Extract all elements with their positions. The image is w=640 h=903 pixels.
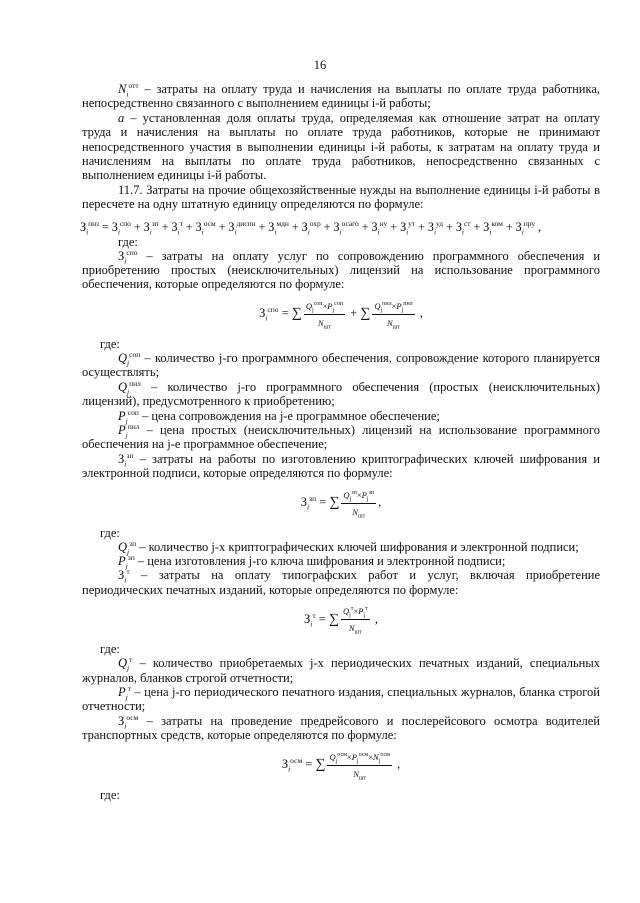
formula-zp: $З_i^{зп}$ = ∑ $\frac{Q_j^{зп}\times P_j^{зп}}{N_{шт}}$ , (300, 489, 382, 520)
where-label: где: (118, 234, 138, 249)
page-content (82, 82, 600, 802)
paragraph-q-t: $Q_j^т$ – количество приобретаемых j-х периодических печатных изданий, специальных журналов, бланков строгой отчетности; (82, 655, 601, 685)
where-label: где: (100, 787, 120, 802)
where-label: где: (100, 525, 120, 540)
paragraph-a-definition: a – установленная доля оплаты труда, определяемая как отношение затрат на оплату труда и начисления на выплаты по оплате труда работников, которые не принимают непосредственного участия в выполнении единицы i-й работы, к затратам на оплату труда и начислениям на выплаты по оплате труда работников, непосредственно связанных с выполнением единицы i-й работы. (82, 110, 601, 183)
formula-spo: $З_i^{спо}$ = ∑ $\frac{Q_j^{соп}\times P_j^{соп}}{N_{шт}}$ + ∑ $\frac{Q_j^{пнл}\times P_j^{пнл}}{N_{шт}}$ , (259, 300, 423, 331)
formula-t: $З_i^т$ = ∑ $\frac{Q_j^т\times P_j^т}{N_{шт}}$ , (304, 606, 378, 636)
where-label: где: (100, 336, 120, 351)
paragraph-p-sop: $P_j^{соп}$ – цена сопровождения на j-е программное обеспечение; (118, 407, 440, 425)
paragraph-p-t: $P_j^т$ – цена j-го периодического печатного издания, специальных журналов, бланка строгой отчетности; (82, 683, 600, 714)
where-label: где: (100, 642, 120, 657)
paragraph-spo-definition: $З_i^{спо}$ – затраты на оплату услуг по сопровождению программного обеспечения и приобретению простых (неисключительных) лицензий на использование программного обеспечения, которые определяются по формуле: (82, 247, 601, 292)
paragraph-p-zp: $P_j^{зп}$ – цена изготовления j-го ключа шифрования и электронной подписи; (118, 552, 506, 571)
paragraph-q-sop: $Q_j^{соп}$ – количество j-го программного обеспечения, сопровождение которого планируется осуществлять; (82, 349, 600, 380)
formula-osm: $З_i^{осм}$ = ∑ $\frac{Q_j^{осм}\times P_j^{осм}\times N_j^{осм}}{N_{шт}}$ , (281, 751, 401, 782)
paragraph-p-pnl: $P_j^{пнл}$ – цена простых (неисключительных) лицензий на использование программного обеспечения на j-е программное обеспечение; (82, 421, 600, 452)
paragraph-t-definition: $З_i^т$ – затраты на оплату типографских работ и услуг, включая приобретение периодических печатных изданий, которые определяются по формуле: (82, 567, 601, 597)
formula-pnz: $З_i^{пнз} = З_i^{спо} + З_i^{зп} + З_i^т + З_i^{осм} + З_i^{диспн} + З_i^{мдн} + З_i^{охр} + З_i^{осаго} + З_i^{ну} + З_i^{ут} + З_i^{уд} + З_i^{ст} + З_i^{ком} + З_i^{пру}$ , (80, 218, 542, 237)
paragraph-q-zp: $Q_j^{зп}$ – количество j-х криптографических ключей шифрования и электронной подписи; (118, 538, 579, 557)
paragraph-zp-definition: $З_i^{зп}$ – затраты на работы по изготовлению криптографических ключей шифрования и электронной подписи, которые определяются по формуле: (82, 450, 600, 481)
page-number: 16 (313, 58, 327, 72)
paragraph-osm-definition: $З_i^{осм}$ – затраты на проведение предрейсового и послерейсового осмотра водителей транспортных средств, которые определяются по формуле: (82, 712, 601, 743)
section-11-7: 11.7. Затраты на прочие общехозяйственные нужды на выполнение единицы i-й работы в пересчете на одну штатную единицу определяются по формуле: (82, 182, 600, 212)
paragraph-not-definition: $N_i^{отт}$ – затраты на оплату труда и начисления на выплаты по оплате труда работника, непосредственно связанного с выполнением единицы i-й работы; (82, 80, 601, 111)
paragraph-q-pnl: $Q_j^{пнл}$ – количество j-го программного обеспечения (простых (неисключительных) лицензий), предусмотренного к приобретению; (82, 378, 601, 409)
